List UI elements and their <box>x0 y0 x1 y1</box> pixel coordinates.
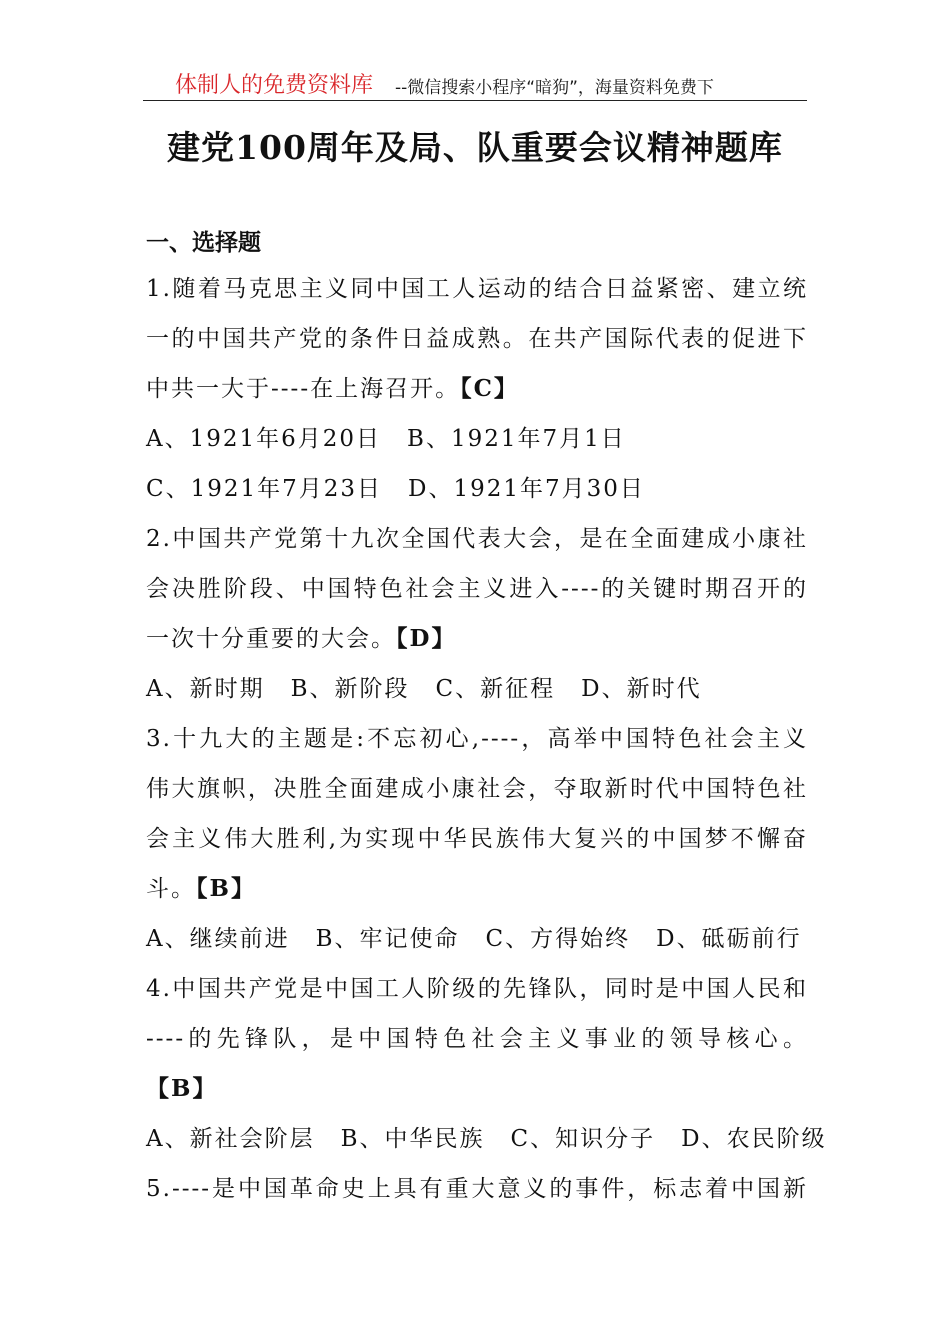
question-line: 一的中国共产党的条件日益成熟。在共产国际代表的促进下 <box>146 326 808 352</box>
question-5 <box>146 1164 808 1214</box>
question-line: 5.----是中国革命史上具有重大意义的事件，标志着中国新 <box>146 1176 808 1202</box>
option-c: C、新征程 <box>435 676 556 702</box>
question-text: 斗。 <box>146 876 196 902</box>
options-row <box>146 414 808 464</box>
section-title: 一、选择题 <box>146 230 261 256</box>
question-line: 伟大旗帜，决胜全面建成小康社会，夺取新时代中国特色社 <box>146 776 808 802</box>
question-1 <box>146 264 808 514</box>
question-text: 一次十分重要的大会。 <box>146 626 396 652</box>
question-list <box>146 264 827 1214</box>
question-3 <box>146 714 808 964</box>
option-d: D、新时代 <box>581 676 702 702</box>
options-row <box>146 914 808 964</box>
answer-key: 【B】 <box>146 1075 218 1102</box>
document-title: 建党100周年及局、队重要会议精神题库 <box>167 128 783 167</box>
option-d: D、砥砺前行 <box>656 926 802 952</box>
question-4 <box>146 964 827 1164</box>
option-d: D、农民阶级 <box>681 1126 827 1152</box>
question-2 <box>146 514 808 714</box>
answer-key: 【D】 <box>396 625 457 652</box>
option-a: A、新时期 <box>146 676 265 702</box>
question-line <box>146 1064 808 1114</box>
question-line <box>146 614 808 664</box>
option-a: A、1921年6月20日 <box>146 426 382 452</box>
question-line: 会主义伟大胜利,为实现中华民族伟大复兴的中国梦不懈奋 <box>146 826 808 852</box>
question-line <box>146 364 808 414</box>
question-line <box>146 864 808 914</box>
option-b: B、中华民族 <box>340 1126 485 1152</box>
page-header <box>143 66 807 101</box>
option-b: B、1921年7月1日 <box>407 426 626 452</box>
answer-key: 【C】 <box>460 375 519 402</box>
option-c: C、知识分子 <box>510 1126 656 1152</box>
option-a: A、新社会阶层 <box>146 1126 315 1152</box>
option-b: B、牢记使命 <box>315 926 460 952</box>
option-b: B、新阶段 <box>290 676 410 702</box>
question-text: 中共一大于----在上海召开。 <box>146 376 461 402</box>
question-line: 会决胜阶段、中国特色社会主义进入----的关键时期召开的 <box>146 576 808 602</box>
question-line: 4.中国共产党是中国工人阶级的先锋队，同时是中国人民和 <box>146 976 808 1002</box>
option-c: C、方得始终 <box>485 926 631 952</box>
question-line: ----的先锋队，是中国特色社会主义事业的领导核心。 <box>146 1026 808 1052</box>
option-a: A、继续前进 <box>146 926 290 952</box>
question-line: 2.中国共产党第十九次全国代表大会，是在全面建成小康社 <box>146 526 808 552</box>
option-c: C、1921年7月23日 <box>146 476 383 502</box>
answer-key: 【B】 <box>196 875 256 902</box>
option-d: D、1921年7月30日 <box>408 476 645 502</box>
question-line: 1.随着马克思主义同中国工人运动的结合日益紧密、建立统 <box>146 276 808 302</box>
options-row <box>146 464 808 514</box>
header-brand: 体制人的免费资料库 <box>175 73 374 98</box>
options-row <box>146 1114 827 1164</box>
options-row <box>146 664 808 714</box>
header-note: --微信搜索小程序“暗狗”，海量资料免费下 <box>395 78 714 98</box>
question-line: 3.十九大的主题是:不忘初心,----，高举中国特色社会主义 <box>146 726 808 752</box>
